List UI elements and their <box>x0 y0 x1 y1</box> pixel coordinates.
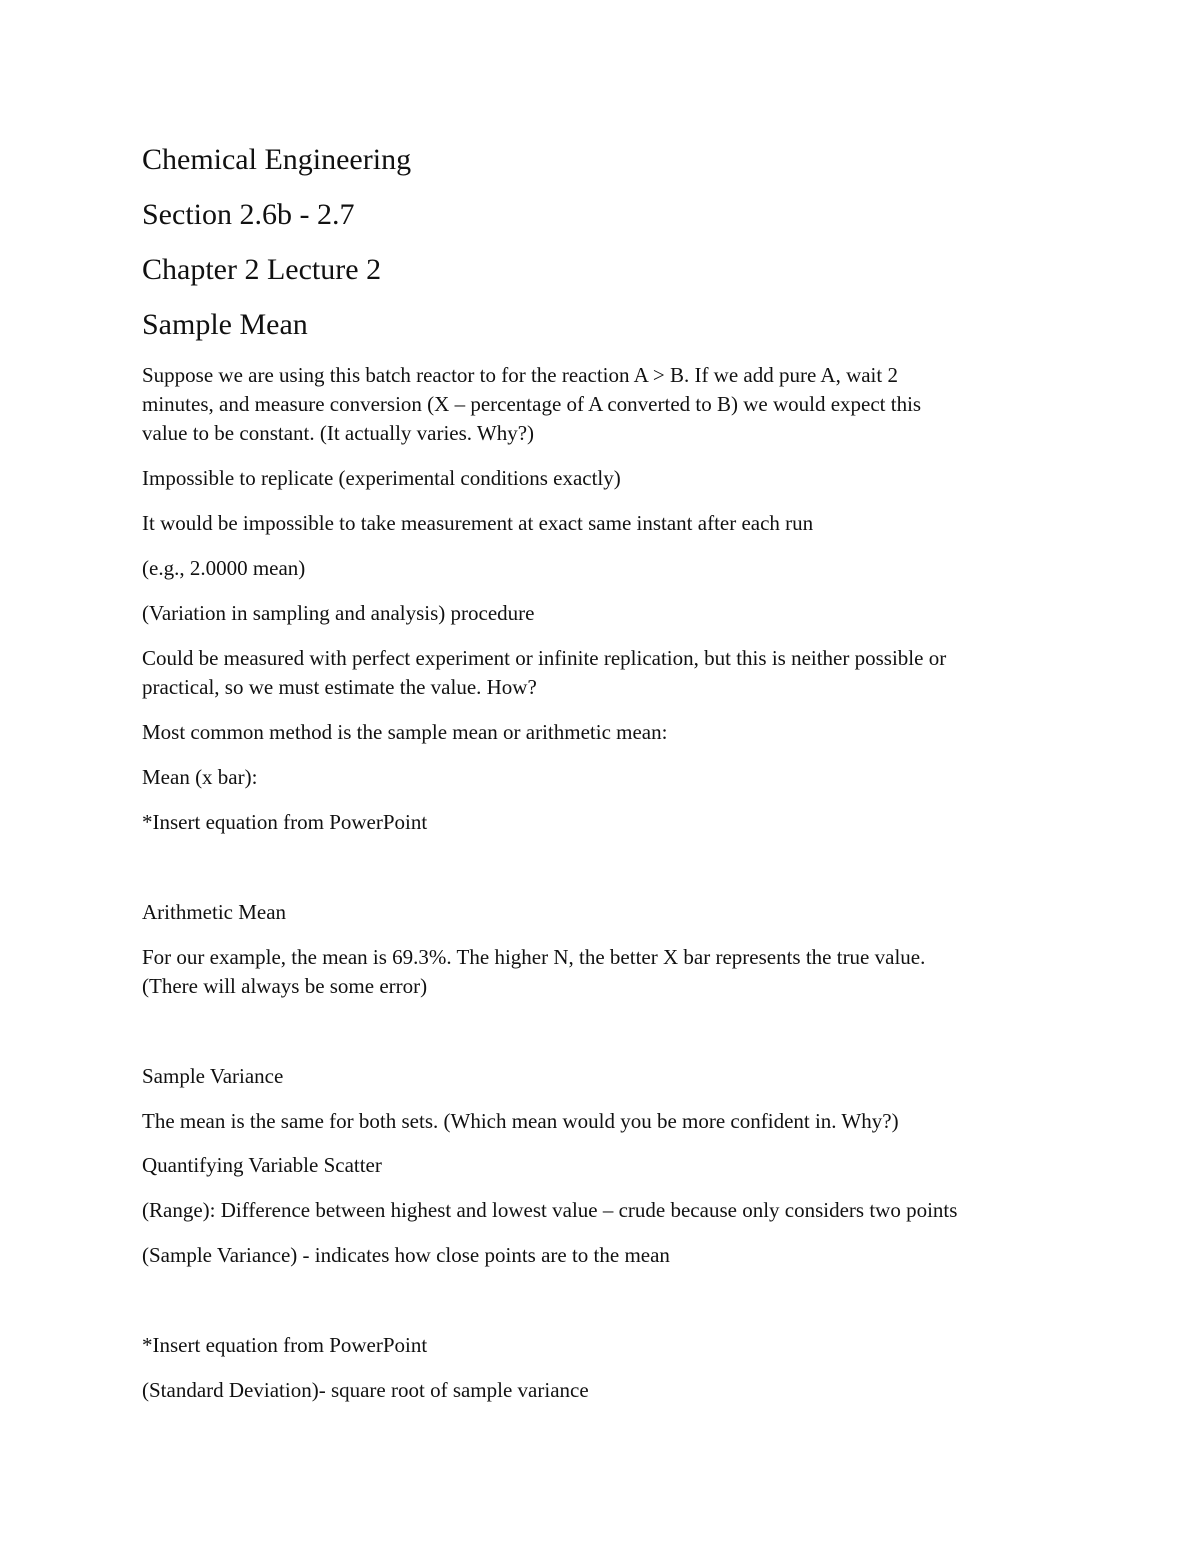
section-heading: Section 2.6b - 2.7 <box>142 198 355 231</box>
intro-line-3: value to be constant. (It actually varies. Why?) <box>142 421 535 445</box>
course-heading: Chemical Engineering <box>142 143 412 176</box>
example-mean-text: (e.g., 2.0000 mean) <box>142 556 306 580</box>
replicate-text: Impossible to replicate (experimental conditions exactly) <box>142 466 621 490</box>
mean-xbar-text: Mean (x bar): <box>142 765 258 789</box>
arithmetic-mean-label: Arithmetic Mean <box>142 900 287 924</box>
sample-variance-label: Sample Variance <box>142 1064 284 1088</box>
range-text: (Range): Difference between highest and lowest value – crude because only considers two points <box>142 1198 958 1222</box>
quantifying-text: Quantifying Variable Scatter <box>142 1153 382 1177</box>
example-line-1: For our example, the mean is 69.3%. The higher N, the better X bar represents the true value. <box>142 945 926 969</box>
perfect-line-1: Could be measured with perfect experiment or infinite replication, but this is neither possible or <box>142 646 947 670</box>
example-line-2: (There will always be some error) <box>142 974 428 998</box>
common-method-text: Most common method is the sample mean or arithmetic mean: <box>142 720 668 744</box>
variation-text: (Variation in sampling and analysis) procedure <box>142 601 535 625</box>
lecture-heading: Chapter 2 Lecture 2 <box>142 253 382 286</box>
standard-deviation-text: (Standard Deviation)- square root of sample variance <box>142 1378 589 1402</box>
sample-variance-definition: (Sample Variance) - indicates how close points are to the mean <box>142 1243 670 1267</box>
intro-line-1: Suppose we are using this batch reactor to for the reaction A > B. If we add pure A, wait 2 <box>142 363 898 387</box>
insert-equation-note-1: *Insert equation from PowerPoint <box>142 810 428 834</box>
perfect-line-2: practical, so we must estimate the value. How? <box>142 675 537 699</box>
insert-equation-note-2: *Insert equation from PowerPoint <box>142 1333 428 1357</box>
same-mean-text: The mean is the same for both sets. (Which mean would you be more confident in. Why?) <box>142 1109 899 1133</box>
topic-heading: Sample Mean <box>142 308 308 341</box>
measurement-text: It would be impossible to take measurement at exact same instant after each run <box>142 511 814 535</box>
intro-line-2: minutes, and measure conversion (X – percentage of A converted to B) we would expect this <box>142 392 922 416</box>
